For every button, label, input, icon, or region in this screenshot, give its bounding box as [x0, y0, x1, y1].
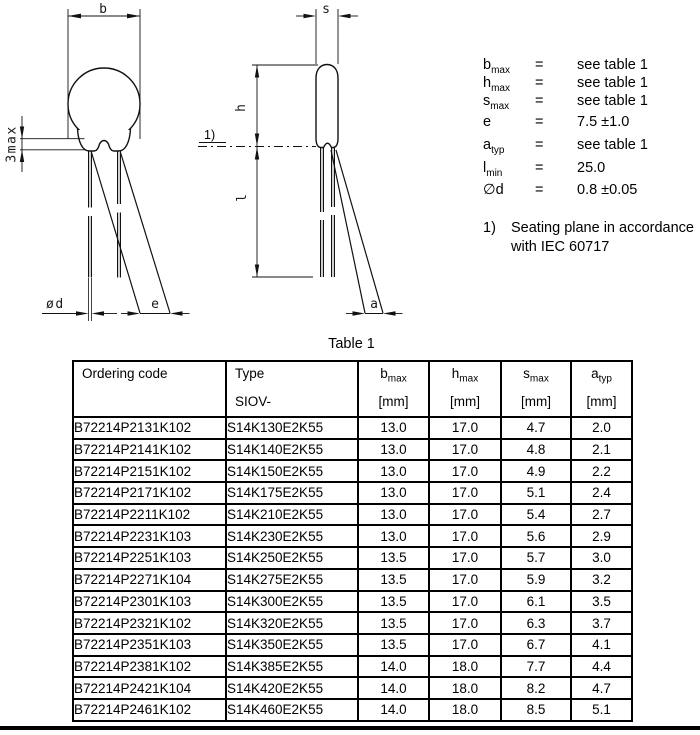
atyp-cell: 2.7 — [571, 504, 632, 526]
hmax-cell: 17.0 — [429, 504, 501, 526]
table-title: Table 1 — [328, 336, 375, 352]
header-hmax: $h_{max}$ [mm] — [429, 361, 501, 417]
atyp-cell: 3.5 — [571, 591, 632, 613]
hmax-cell: 17.0 — [429, 547, 501, 569]
ordering-code-cell: B72214P2131K102 — [73, 417, 226, 439]
table-header-row — [73, 361, 632, 417]
hmax-cell: 17.0 — [429, 482, 501, 504]
legend-equals: = — [535, 93, 544, 109]
smax-cell: 7.7 — [501, 656, 571, 678]
table-row — [73, 482, 632, 504]
ordering-code-cell: B72214P2321K102 — [73, 612, 226, 634]
dim-l — [252, 147, 313, 277]
table-row — [73, 677, 632, 699]
dim-h-label: h — [234, 104, 249, 112]
atyp-cell: 4.7 — [571, 677, 632, 699]
legend-value: see table 1 — [577, 75, 648, 91]
dim-l-label: l — [235, 194, 250, 202]
table-row — [73, 504, 632, 526]
front-view-drawing — [20, 9, 190, 321]
table-row — [73, 460, 632, 482]
type-cell: S14K210E2K55 — [226, 504, 358, 526]
legend-symbol: $l_{min}$ — [483, 160, 503, 179]
dimension-drawing — [0, 0, 460, 335]
hmax-cell: 17.0 — [429, 439, 501, 461]
header-ordering-code: Ordering code — [73, 361, 226, 417]
atyp-cell: 2.1 — [571, 439, 632, 461]
legend-row — [483, 56, 695, 74]
type-cell: S14K140E2K55 — [226, 439, 358, 461]
header-atyp: $a_{typ}$ [mm] — [571, 361, 632, 417]
type-cell: S14K130E2K55 — [226, 417, 358, 439]
side-view-drawing — [198, 9, 403, 316]
bmax-cell: 13.0 — [358, 439, 429, 461]
hmax-cell: 17.0 — [429, 460, 501, 482]
table-row — [73, 699, 632, 721]
dim-b-label: b — [99, 2, 107, 17]
hmax-cell: 18.0 — [429, 699, 501, 721]
atyp-cell: 4.1 — [571, 634, 632, 656]
legend-value: 7.5 ±1.0 — [577, 114, 630, 130]
table-row — [73, 547, 632, 569]
smax-cell: 4.9 — [501, 460, 571, 482]
legend-equals: = — [535, 75, 544, 91]
table-row — [73, 591, 632, 613]
hmax-cell: 18.0 — [429, 677, 501, 699]
bmax-cell: 13.0 — [358, 460, 429, 482]
bmax-cell: 14.0 — [358, 677, 429, 699]
bmax-cell: 14.0 — [358, 656, 429, 678]
ordering-code-cell: B72214P2141K102 — [73, 439, 226, 461]
atyp-cell: 3.2 — [571, 569, 632, 591]
atyp-cell: 3.7 — [571, 612, 632, 634]
legend-equals: = — [535, 182, 544, 198]
dimension-legend — [483, 56, 695, 199]
bmax-cell: 13.5 — [358, 547, 429, 569]
dim-lead-diameter-label: ød — [46, 297, 65, 312]
type-cell: S14K275E2K55 — [226, 569, 358, 591]
table-row — [73, 569, 632, 591]
atyp-cell: 2.2 — [571, 460, 632, 482]
type-cell: S14K175E2K55 — [226, 482, 358, 504]
legend-value: 0.8 ±0.05 — [577, 182, 638, 198]
type-cell: S14K150E2K55 — [226, 460, 358, 482]
legend-equals: = — [535, 160, 544, 176]
dim-h — [252, 65, 318, 146]
ordering-code-cell: B72214P2301K103 — [73, 591, 226, 613]
hmax-cell: 17.0 — [429, 525, 501, 547]
legend-equals: = — [535, 114, 544, 130]
legend-row — [483, 113, 695, 131]
table-row — [73, 439, 632, 461]
hmax-cell: 17.0 — [429, 417, 501, 439]
bmax-cell: 13.0 — [358, 525, 429, 547]
ordering-code-cell: B72214P2151K102 — [73, 460, 226, 482]
bmax-cell: 13.5 — [358, 634, 429, 656]
legend-symbol: $s_{max}$ — [483, 93, 510, 112]
type-cell: S14K350E2K55 — [226, 634, 358, 656]
ordering-code-cell: B72214P2461K102 — [73, 699, 226, 721]
table-body — [73, 417, 632, 721]
type-cell: S14K460E2K55 — [226, 699, 358, 721]
atyp-cell: 4.4 — [571, 656, 632, 678]
smax-cell: 4.8 — [501, 439, 571, 461]
hmax-cell: 17.0 — [429, 634, 501, 656]
dim-3max-label: 3max — [4, 125, 20, 163]
legend-row — [483, 92, 695, 110]
legend-symbol: $b_{max}$ — [483, 57, 510, 76]
atyp-cell: 2.4 — [571, 482, 632, 504]
legend-row — [483, 74, 695, 92]
header-bmax: $b_{max}$ [mm] — [358, 361, 429, 417]
header-type: Type SIOV- — [226, 361, 358, 417]
smax-cell: 5.4 — [501, 504, 571, 526]
legend-equals: = — [535, 137, 544, 153]
smax-cell: 5.1 — [501, 482, 571, 504]
legend-value: see table 1 — [577, 137, 648, 153]
smax-cell: 5.6 — [501, 525, 571, 547]
smax-cell: 6.3 — [501, 612, 571, 634]
type-cell: S14K420E2K55 — [226, 677, 358, 699]
table-row — [73, 417, 632, 439]
smax-cell: 8.2 — [501, 677, 571, 699]
type-cell: S14K300E2K55 — [226, 591, 358, 613]
smax-cell: 4.7 — [501, 417, 571, 439]
dim-s — [296, 9, 358, 64]
dim-e-label: e — [151, 297, 159, 312]
ordering-code-cell: B72214P2421K104 — [73, 677, 226, 699]
front-leads — [89, 151, 170, 313]
smax-cell: 5.9 — [501, 569, 571, 591]
legend-symbol: e — [483, 114, 492, 130]
hmax-cell: 17.0 — [429, 612, 501, 634]
bmax-cell: 13.0 — [358, 417, 429, 439]
ordering-code-cell: B72214P2251K103 — [73, 547, 226, 569]
atyp-cell: 5.1 — [571, 699, 632, 721]
type-cell: S14K320E2K55 — [226, 612, 358, 634]
seating-plane-note — [483, 219, 695, 257]
bmax-cell: 13.5 — [358, 591, 429, 613]
ordering-code-cell: B72214P2381K102 — [73, 656, 226, 678]
hmax-cell: 18.0 — [429, 656, 501, 678]
type-cell: S14K385E2K55 — [226, 656, 358, 678]
legend-row — [483, 136, 695, 154]
dim-a-label: a — [370, 297, 378, 312]
ordering-code-cell: B72214P2351K103 — [73, 634, 226, 656]
bmax-cell: 13.5 — [358, 612, 429, 634]
smax-cell: 6.1 — [501, 591, 571, 613]
atyp-cell: 2.9 — [571, 525, 632, 547]
legend-symbol: ∅d — [483, 182, 504, 198]
table-row — [73, 656, 632, 678]
seating-plane-ref-label: 1) — [204, 128, 216, 142]
legend-symbol: $a_{typ}$ — [483, 137, 505, 156]
table-row — [73, 525, 632, 547]
smax-cell: 8.5 — [501, 699, 571, 721]
table-row — [73, 612, 632, 634]
bmax-cell: 13.0 — [358, 482, 429, 504]
legend-symbol: $h_{max}$ — [483, 75, 510, 94]
ordering-code-cell: B72214P2271K104 — [73, 569, 226, 591]
atyp-cell: 3.0 — [571, 547, 632, 569]
dimension-table — [72, 360, 633, 722]
ordering-code-cell: B72214P2231K103 — [73, 525, 226, 547]
ordering-code-cell: B72214P2171K102 — [73, 482, 226, 504]
bmax-cell: 14.0 — [358, 699, 429, 721]
smax-cell: 6.7 — [501, 634, 571, 656]
table-row — [73, 634, 632, 656]
legend-row — [483, 181, 695, 199]
page-footer-rule — [0, 726, 700, 730]
hmax-cell: 17.0 — [429, 569, 501, 591]
dim-s-label: s — [322, 2, 330, 17]
bmax-cell: 13.5 — [358, 569, 429, 591]
legend-equals: = — [535, 57, 544, 73]
type-cell: S14K230E2K55 — [226, 525, 358, 547]
side-leads — [321, 148, 383, 313]
legend-value: see table 1 — [577, 57, 648, 73]
header-smax: $s_{max}$ [mm] — [501, 361, 571, 417]
legend-row — [483, 159, 695, 177]
varistor-disc-outline — [68, 68, 140, 140]
bmax-cell: 13.0 — [358, 504, 429, 526]
legend-value: see table 1 — [577, 93, 648, 109]
smax-cell: 5.7 — [501, 547, 571, 569]
varistor-side-outline — [316, 65, 338, 148]
note-ref: 1) — [483, 220, 496, 236]
note-text: Seating plane in accordance with IEC 60717 — [511, 220, 694, 255]
legend-value: 25.0 — [577, 160, 606, 176]
hmax-cell: 17.0 — [429, 591, 501, 613]
atyp-cell: 2.0 — [571, 417, 632, 439]
ordering-code-cell: B72214P2211K102 — [73, 504, 226, 526]
type-cell: S14K250E2K55 — [226, 547, 358, 569]
